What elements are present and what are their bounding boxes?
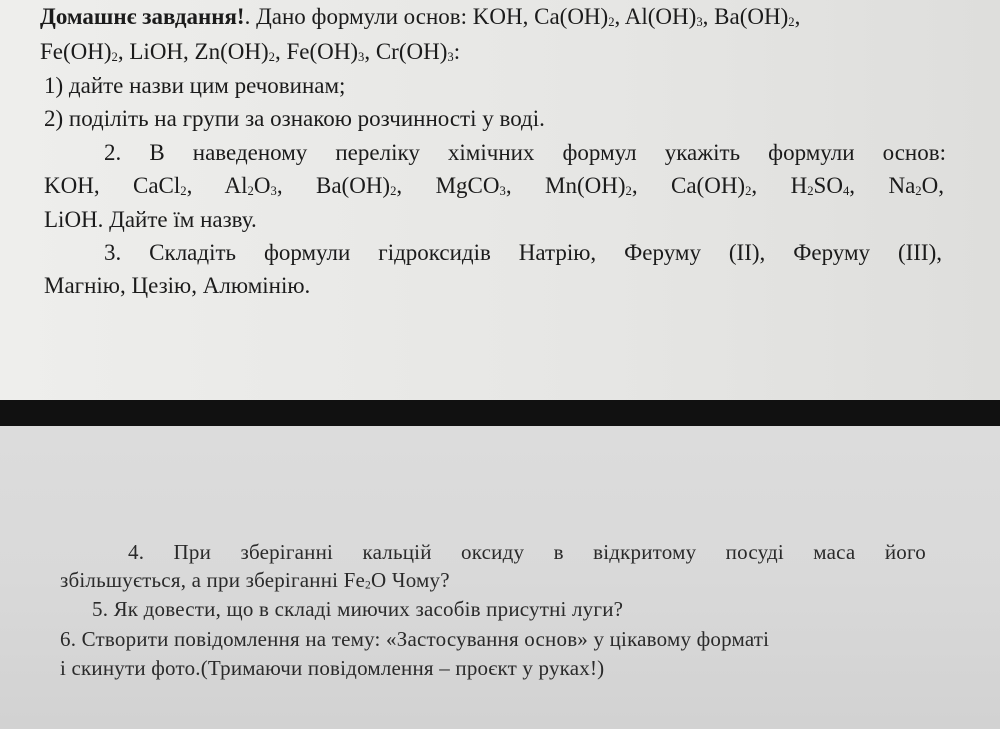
task-6-line-2: і скинути фото.(Тримаючи повідомлення – проєкт у руках!) (60, 656, 605, 680)
task-4-line-1: 4. При зберіганні кальцій оксиду в відкритому посуді маса його (128, 540, 926, 564)
task-3-line-1: 3. Складіть формули гідроксидів Натрію, Феруму (II), Феруму (III), (104, 240, 942, 265)
task-4-line-2: збільшується, а при зберіганні $Fe_2O$ Чому? (60, 568, 450, 592)
task-1-line-2: $Fe(OH)_2$, LiOH, $Zn(OH)_2$, $Fe(OH)_3$, $Cr(OH)_3$: (40, 39, 461, 64)
task-5: 5. Як довести, що в складі миючих засобів присутні луги? (92, 597, 624, 621)
task-1-line-1: Домашнє завдання!. Дано формули основ: KOH, $Ca(OH)_2$, $Al(OH)_3$, $Ba(OH)_2$, (40, 4, 801, 29)
task-3-line-2: Магнію, Цезію, Алюмінію. (44, 273, 311, 298)
task-2-line-1: 2. В наведеному переліку хімічних формул укажіть формули основ: (104, 140, 946, 165)
page-divider (0, 400, 1000, 426)
task-1-item-2: 2) поділіть на групи за ознакою розчинності у воді. (44, 106, 545, 131)
task-6-line-1: 6. Створити повідомлення на тему: «Застосування основ» у цікавому форматі (60, 627, 770, 651)
task-1-item-1: 1) дайте назви цим речовинам; (44, 73, 346, 98)
homework-title: Домашнє завдання! (40, 4, 245, 29)
task-2-line-3: LiOH. Дайте їм назву. (44, 207, 257, 232)
task-2-formulas: KOH, CaCl$_2$, $Al_2O_3$, $Ba(OH)_2$, MgCO$_3$, $Mn(OH)_2$, $Ca(OH)_2$, $H_2SO_4$, $Na_2O$, (44, 173, 944, 198)
